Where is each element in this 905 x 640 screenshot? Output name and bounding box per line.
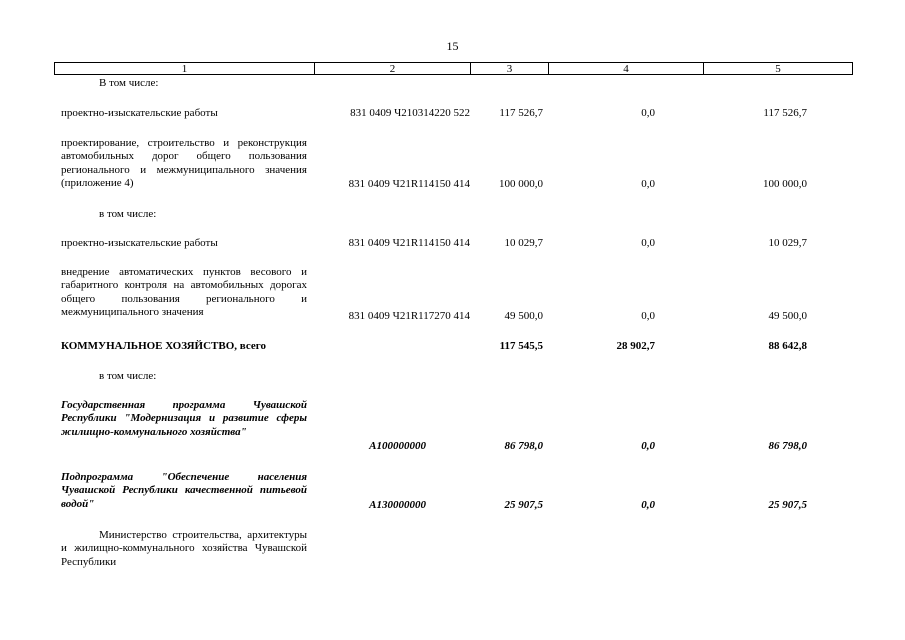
row-value-4: 0,0: [641, 440, 655, 452]
row-value-3: 117 545,5: [499, 340, 543, 352]
row-name: проектно-изыскательские работы: [61, 107, 218, 119]
row-value-3: 10 029,7: [504, 237, 543, 249]
page-number: 15: [446, 39, 459, 53]
row-value-3: 86 798,0: [504, 440, 543, 452]
row-name: В том числе:: [99, 77, 159, 89]
row-value-4: 0,0: [641, 107, 655, 119]
row-value-3: 100 000,0: [499, 178, 543, 190]
row-name: в том числе:: [99, 208, 157, 220]
row-name: КОММУНАЛЬНОЕ ХОЗЯЙСТВО, всего: [61, 340, 266, 352]
row-code: 831 0409 Ч21R117270 414: [348, 310, 470, 322]
row-value-5: 25 907,5: [768, 499, 807, 511]
row-value-4: 0,0: [641, 237, 655, 249]
header-col-4: 4: [549, 63, 704, 74]
row-value-5: 88 642,8: [768, 340, 807, 352]
header-col-3: 3: [471, 63, 549, 74]
row-name: проектирование, строительство и реконструкция автомобильных дорог общего пользования регионального и межмуниципального значения (приложение 4): [61, 137, 307, 190]
row-value-4: 0,0: [641, 178, 655, 190]
row-name: Государственная программа Чувашской Республики "Модернизация и развитие сферы жилищно-коммунального хозяйства": [61, 399, 307, 438]
header-col-5: 5: [775, 63, 781, 75]
row-value-5: 100 000,0: [763, 178, 807, 190]
row-name: в том числе:: [99, 370, 157, 382]
row-code: 831 0409 Ч21R114150 414: [348, 237, 470, 249]
row-code: А100000000: [369, 440, 426, 452]
row-value-5: 117 526,7: [763, 107, 807, 119]
row-value-3: 117 526,7: [499, 107, 543, 119]
row-value-5: 49 500,0: [768, 310, 807, 322]
header-col-2: 2: [315, 63, 471, 74]
row-name: внедрение автоматических пунктов весового и габаритного контроля на автомобильных дорогах общего пользования регионального и межмуниципального значения: [61, 266, 307, 319]
row-code: 831 0409 Ч21R114150 414: [348, 178, 470, 190]
row-value-5: 10 029,7: [768, 237, 807, 249]
row-name: проектно-изыскательские работы: [61, 237, 218, 249]
row-value-3: 49 500,0: [504, 310, 543, 322]
header-col-1: 1: [55, 63, 315, 74]
row-value-4: 28 902,7: [616, 340, 655, 352]
row-code: А130000000: [369, 499, 426, 511]
row-value-4: 0,0: [641, 499, 655, 511]
row-code: 831 0409 Ч210314220 522: [350, 107, 470, 119]
row-name: Министерство строительства, архитектуры и жилищно-коммунального хозяйства Чувашской Республики: [61, 529, 307, 568]
row-value-5: 86 798,0: [768, 440, 807, 452]
row-value-3: 25 907,5: [504, 499, 543, 511]
row-value-4: 0,0: [641, 310, 655, 322]
row-name: Подпрограмма "Обеспечение населения Чувашской Республики качественной питьевой водой": [61, 471, 307, 510]
table-header: [54, 62, 853, 75]
